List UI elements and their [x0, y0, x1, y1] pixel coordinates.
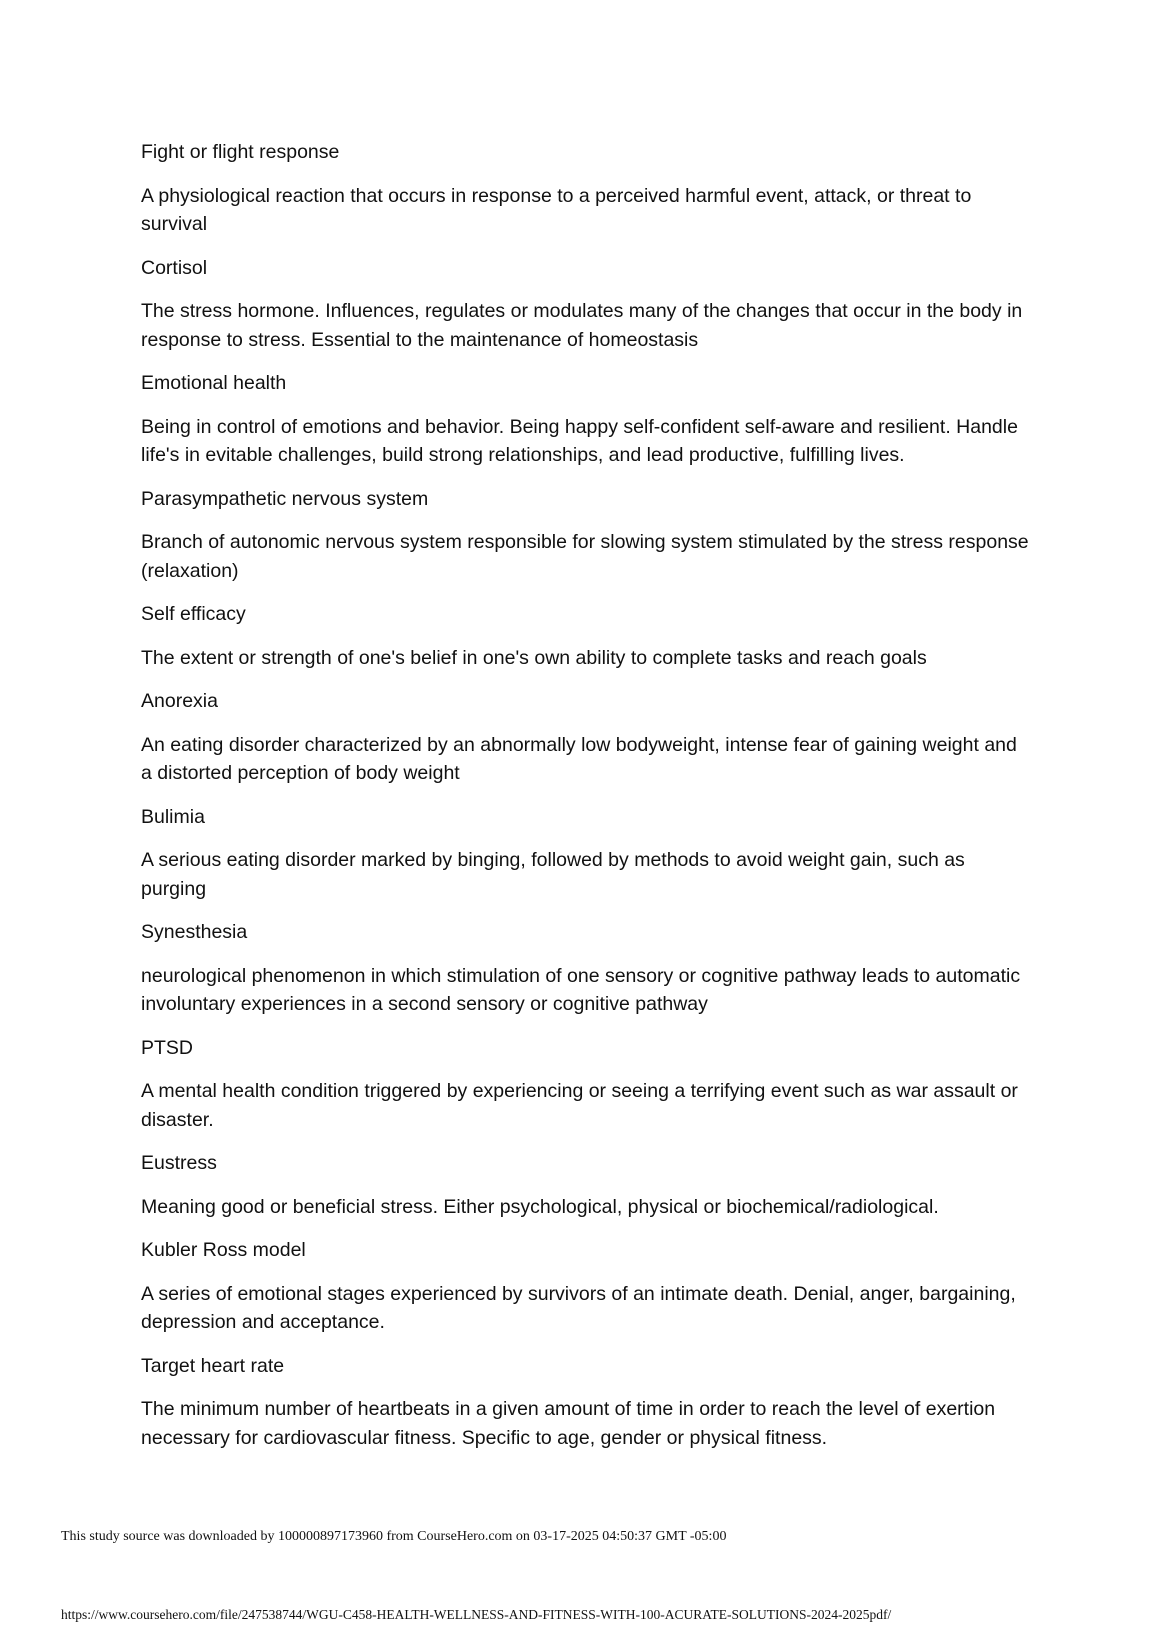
entry-bulimia	[141, 803, 1031, 904]
entry-self-efficacy	[141, 600, 1031, 672]
definition: The stress hormone. Influences, regulates or modulates many of the changes that occur in the body in response to stress. Essential to the maintenance of homeostasis	[141, 300, 1023, 351]
download-notice: This study source was downloaded by 100000897173960 from CourseHero.com on 03-17-2025 04:50:37 GMT -05:00	[61, 1529, 727, 1544]
definition: A mental health condition triggered by experiencing or seeing a terrifying event such as war assault or disaster.	[141, 1080, 1018, 1131]
definition: An eating disorder characterized by an abnormally low bodyweight, intense fear of gaining weight and a distorted perception of body weight	[141, 733, 1017, 784]
definition: A series of emotional stages experienced by survivors of an intimate death. Denial, anger, bargaining, depression and acceptance.	[141, 1282, 1016, 1333]
entry-ptsd	[141, 1034, 1031, 1135]
term: Emotional health	[141, 372, 287, 394]
term: Self efficacy	[141, 603, 246, 625]
term: Bulimia	[141, 805, 205, 828]
term: PTSD	[141, 1036, 194, 1059]
definition: Branch of autonomic nervous system responsible for slowing system stimulated by the stress response (relaxation)	[141, 531, 1029, 582]
term: Target heart rate	[141, 1354, 285, 1377]
entry-cortisol	[141, 254, 1031, 355]
definition: neurological phenomenon in which stimulation of one sensory or cognitive pathway leads to automatic involuntary experiences in a second sensory or cognitive pathway	[141, 964, 1021, 1015]
flashcard-list	[141, 138, 1031, 1467]
term: Parasympathetic nervous system	[141, 487, 429, 510]
entry-parasympathetic	[141, 485, 1031, 586]
source-url[interactable]: https://www.coursehero.com/file/247538744/WGU-C458-HEALTH-WELLNESS-AND-FITNESS-WITH-100-ACURATE-SOLUTIONS-2024-2025pdf/	[61, 1607, 892, 1622]
entry-anorexia	[141, 687, 1031, 788]
term: Cortisol	[141, 256, 208, 279]
term: Synesthesia	[141, 921, 248, 943]
definition: The minimum number of heartbeats in a given amount of time in order to reach the level of exertion necessary for cardiovascular fitness. Specific to age, gender or physical fitness.	[141, 1398, 996, 1449]
term: Fight or flight response	[141, 141, 340, 163]
definition: A serious eating disorder marked by binging, followed by methods to avoid weight gain, such as purging	[141, 849, 965, 900]
term: Kubler Ross model	[141, 1239, 306, 1261]
entry-fight-or-flight	[141, 138, 1031, 239]
entry-emotional-health	[141, 369, 1031, 470]
entry-eustress	[141, 1149, 1031, 1221]
definition: A physiological reaction that occurs in response to a perceived harmful event, attack, or threat to survival	[141, 184, 972, 235]
definition: Meaning good or beneficial stress. Either psychological, physical or biochemical/radiological.	[141, 1195, 939, 1218]
term: Anorexia	[141, 690, 218, 712]
entry-synesthesia	[141, 918, 1031, 1019]
entry-target-heart-rate	[141, 1352, 1031, 1453]
term: Eustress	[141, 1152, 217, 1174]
definition: The extent or strength of one's belief in one's own ability to complete tasks and reach goals	[141, 646, 927, 669]
definition: Being in control of emotions and behavior. Being happy self-confident self-aware and resilient. Handle life's in evitable challenges, build strong relationships, and lead productive, fulfilling lives.	[141, 415, 1018, 466]
entry-kubler-ross	[141, 1236, 1031, 1337]
